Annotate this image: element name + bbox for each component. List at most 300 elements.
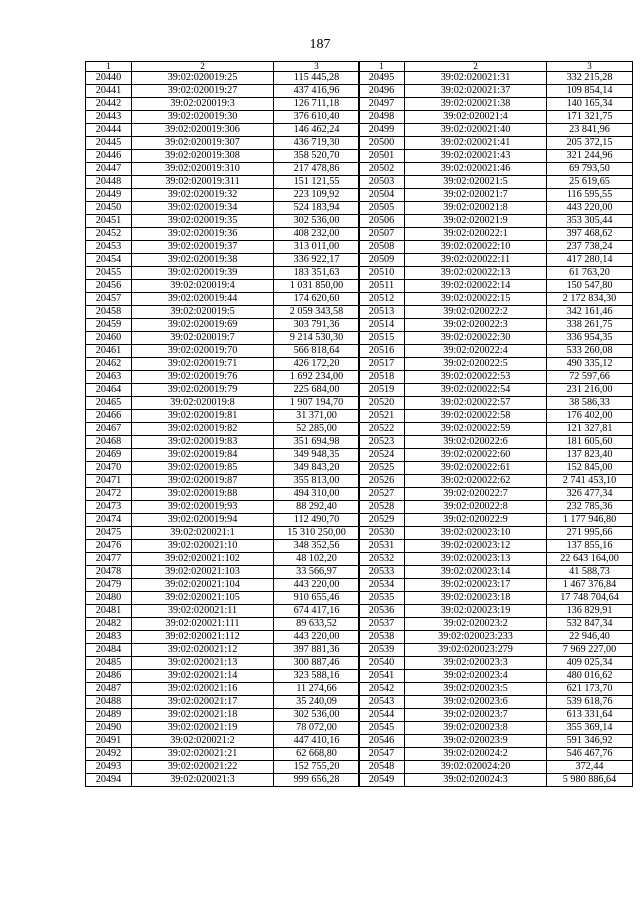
value-cell: 151 121,55 (274, 176, 360, 189)
row-number-cell: 20443 (86, 111, 132, 124)
cadastral-number-cell: 39:02:020019:8 (132, 397, 274, 410)
table-row (86, 527, 360, 540)
cadastral-number-cell: 39:02:020021:4 (405, 111, 547, 124)
value-cell: 426 172,20 (274, 358, 360, 371)
value-cell: 1 031 850,00 (274, 280, 360, 293)
row-number-cell: 20526 (359, 475, 405, 488)
row-number-cell: 20484 (86, 644, 132, 657)
row-number-cell: 20465 (86, 397, 132, 410)
row-number-cell: 20482 (86, 618, 132, 631)
row-number-cell: 20481 (86, 605, 132, 618)
value-cell: 15 310 250,00 (274, 527, 360, 540)
row-number-cell: 20460 (86, 332, 132, 345)
cadastral-number-cell: 39:02:020024:20 (405, 761, 547, 774)
row-number-cell: 20533 (359, 566, 405, 579)
table-row (359, 254, 633, 267)
value-cell: 137 855,16 (547, 540, 633, 553)
cadastral-number-cell: 39:02:020019:34 (132, 202, 274, 215)
cadastral-number-cell: 39:02:020019:70 (132, 345, 274, 358)
row-number-cell: 20527 (359, 488, 405, 501)
row-number-cell: 20524 (359, 449, 405, 462)
value-cell: 78 072,00 (274, 722, 360, 735)
table-row (86, 397, 360, 410)
table-row (359, 735, 633, 748)
cadastral-number-cell: 39:02:020019:85 (132, 462, 274, 475)
value-cell: 999 656,28 (274, 774, 360, 787)
row-number-cell: 20459 (86, 319, 132, 332)
table-row (359, 280, 633, 293)
cadastral-number-cell: 39:02:020019:4 (132, 280, 274, 293)
row-number-cell: 20492 (86, 748, 132, 761)
row-number-cell: 20476 (86, 540, 132, 553)
table-row (359, 514, 633, 527)
value-cell: 1 177 946,80 (547, 514, 633, 527)
row-number-cell: 20469 (86, 449, 132, 462)
row-number-cell: 20507 (359, 228, 405, 241)
table-row (86, 202, 360, 215)
value-cell: 910 655,46 (274, 592, 360, 605)
table-row (86, 436, 360, 449)
cadastral-number-cell: 39:02:020021:18 (132, 709, 274, 722)
row-number-cell: 20453 (86, 241, 132, 254)
table-row (86, 657, 360, 670)
header-row (359, 62, 633, 72)
cadastral-number-cell: 39:02:020019:76 (132, 371, 274, 384)
value-cell: 338 261,75 (547, 319, 633, 332)
table-row (86, 631, 360, 644)
table-row (359, 501, 633, 514)
value-cell: 62 668,80 (274, 748, 360, 761)
table-row (359, 761, 633, 774)
table-row (86, 72, 360, 85)
value-cell: 2 741 453,10 (547, 475, 633, 488)
value-cell: 232 785,36 (547, 501, 633, 514)
cadastral-number-cell: 39:02:020023:19 (405, 605, 547, 618)
cadastral-number-cell: 39:02:020021:37 (405, 85, 547, 98)
table-row (359, 228, 633, 241)
value-cell: 152 755,20 (274, 761, 360, 774)
row-number-cell: 20497 (359, 98, 405, 111)
row-number-cell: 20498 (359, 111, 405, 124)
cadastral-number-cell: 39:02:020022:6 (405, 436, 547, 449)
cadastral-number-cell: 39:02:020022:11 (405, 254, 547, 267)
value-cell: 48 102,20 (274, 553, 360, 566)
row-number-cell: 20542 (359, 683, 405, 696)
table-row (86, 228, 360, 241)
value-cell: 183 351,63 (274, 267, 360, 280)
value-cell: 336 954,35 (547, 332, 633, 345)
table-row (359, 605, 633, 618)
row-number-cell: 20510 (359, 267, 405, 280)
table-row (86, 384, 360, 397)
row-number-cell: 20509 (359, 254, 405, 267)
table-row (86, 683, 360, 696)
row-number-cell: 20447 (86, 163, 132, 176)
cadastral-number-cell: 39:02:020023:7 (405, 709, 547, 722)
value-cell: 174 620,60 (274, 293, 360, 306)
value-cell: 271 995,66 (547, 527, 633, 540)
cadastral-number-cell: 39:02:020021:40 (405, 124, 547, 137)
table-row (86, 709, 360, 722)
cadastral-number-cell: 39:02:020022:4 (405, 345, 547, 358)
value-cell: 566 818,64 (274, 345, 360, 358)
row-number-cell: 20504 (359, 189, 405, 202)
value-cell: 355 369,14 (547, 722, 633, 735)
table-row (359, 540, 633, 553)
row-number-cell: 20452 (86, 228, 132, 241)
table-row (359, 592, 633, 605)
value-cell: 524 183,94 (274, 202, 360, 215)
cadastral-number-cell: 39:02:020022:7 (405, 488, 547, 501)
cadastral-number-cell: 39:02:020021:21 (132, 748, 274, 761)
value-cell: 33 566,97 (274, 566, 360, 579)
row-number-cell: 20471 (86, 475, 132, 488)
row-number-cell: 20444 (86, 124, 132, 137)
value-cell: 443 220,00 (274, 631, 360, 644)
table-row (359, 410, 633, 423)
row-number-cell: 20445 (86, 137, 132, 150)
row-number-cell: 20468 (86, 436, 132, 449)
cadastral-number-cell: 39:02:020021:104 (132, 579, 274, 592)
row-number-cell: 20456 (86, 280, 132, 293)
cadastral-number-cell: 39:02:020019:82 (132, 423, 274, 436)
value-cell: 126 711,18 (274, 98, 360, 111)
cadastral-number-cell: 39:02:020022:61 (405, 462, 547, 475)
table-row (86, 462, 360, 475)
value-cell: 397 881,36 (274, 644, 360, 657)
table-row (359, 306, 633, 319)
table-row (86, 761, 360, 774)
row-number-cell: 20548 (359, 761, 405, 774)
row-number-cell: 20539 (359, 644, 405, 657)
row-number-cell: 20442 (86, 98, 132, 111)
table-row (359, 332, 633, 345)
row-number-cell: 20458 (86, 306, 132, 319)
cadastral-number-cell: 39:02:020023:6 (405, 696, 547, 709)
table-row (359, 345, 633, 358)
value-cell: 9 214 530,30 (274, 332, 360, 345)
value-cell: 137 823,40 (547, 449, 633, 462)
cadastral-number-cell: 39:02:020022:3 (405, 319, 547, 332)
value-cell: 38 586,33 (547, 397, 633, 410)
value-cell: 349 843,20 (274, 462, 360, 475)
table-row (359, 631, 633, 644)
table-row (359, 774, 633, 787)
data-table-right (358, 61, 633, 787)
value-cell: 7 969 227,00 (547, 644, 633, 657)
value-cell: 443 220,00 (547, 202, 633, 215)
row-number-cell: 20467 (86, 423, 132, 436)
value-cell: 494 310,00 (274, 488, 360, 501)
table-row (359, 722, 633, 735)
table-row (86, 215, 360, 228)
value-cell: 349 948,35 (274, 449, 360, 462)
cadastral-number-cell: 39:02:020019:3 (132, 98, 274, 111)
table-row (359, 202, 633, 215)
value-cell: 321 244,96 (547, 150, 633, 163)
value-cell: 591 346,92 (547, 735, 633, 748)
row-number-cell: 20457 (86, 293, 132, 306)
table-row (86, 98, 360, 111)
row-number-cell: 20478 (86, 566, 132, 579)
cadastral-number-cell: 39:02:020022:14 (405, 280, 547, 293)
cadastral-number-cell: 39:02:020022:30 (405, 332, 547, 345)
table-row (86, 423, 360, 436)
cadastral-number-cell: 39:02:020019:5 (132, 306, 274, 319)
table-row (359, 709, 633, 722)
cadastral-number-cell: 39:02:020021:7 (405, 189, 547, 202)
cadastral-number-cell: 39:02:020021:5 (405, 176, 547, 189)
table-row (359, 111, 633, 124)
cadastral-number-cell: 39:02:020021:9 (405, 215, 547, 228)
cadastral-number-cell: 39:02:020022:15 (405, 293, 547, 306)
table-row (86, 722, 360, 735)
row-number-cell: 20503 (359, 176, 405, 189)
row-number-cell: 20455 (86, 267, 132, 280)
cadastral-number-cell: 39:02:020022:62 (405, 475, 547, 488)
cadastral-number-cell: 39:02:020022:59 (405, 423, 547, 436)
table-row (359, 267, 633, 280)
cadastral-number-cell: 39:02:020019:87 (132, 475, 274, 488)
value-cell: 408 232,00 (274, 228, 360, 241)
table-row (86, 319, 360, 332)
value-cell: 1 692 234,00 (274, 371, 360, 384)
table-row (86, 774, 360, 787)
table-row (359, 670, 633, 683)
value-cell: 332 215,28 (547, 72, 633, 85)
cadastral-number-cell: 39:02:020023:8 (405, 722, 547, 735)
row-number-cell: 20449 (86, 189, 132, 202)
row-number-cell: 20472 (86, 488, 132, 501)
table-row (359, 696, 633, 709)
row-number-cell: 20441 (86, 85, 132, 98)
value-cell: 348 352,56 (274, 540, 360, 553)
value-cell: 223 109,92 (274, 189, 360, 202)
value-cell: 358 520,70 (274, 150, 360, 163)
value-cell: 176 402,00 (547, 410, 633, 423)
table-row (86, 618, 360, 631)
table-row (86, 163, 360, 176)
value-cell: 353 305,44 (547, 215, 633, 228)
table-row (359, 241, 633, 254)
value-cell: 417 280,14 (547, 254, 633, 267)
value-cell: 69 793,50 (547, 163, 633, 176)
table-row (359, 72, 633, 85)
cadastral-number-cell: 39:02:020021:13 (132, 657, 274, 670)
value-cell: 336 922,17 (274, 254, 360, 267)
table-row (359, 358, 633, 371)
row-number-cell: 20462 (86, 358, 132, 371)
table-row (86, 189, 360, 202)
cadastral-number-cell: 39:02:020019:83 (132, 436, 274, 449)
row-number-cell: 20463 (86, 371, 132, 384)
row-number-cell: 20480 (86, 592, 132, 605)
data-table-left (85, 61, 360, 787)
row-number-cell: 20477 (86, 553, 132, 566)
cadastral-number-cell: 39:02:020019:307 (132, 137, 274, 150)
cadastral-number-cell: 39:02:020019:306 (132, 124, 274, 137)
value-cell: 313 011,00 (274, 241, 360, 254)
column-header-3: 3 (274, 62, 360, 72)
row-number-cell: 20496 (359, 85, 405, 98)
value-cell: 409 025,34 (547, 657, 633, 670)
table-row (359, 293, 633, 306)
cadastral-number-cell: 39:02:020021:16 (132, 683, 274, 696)
table-row (86, 696, 360, 709)
cadastral-number-cell: 39:02:020024:3 (405, 774, 547, 787)
row-number-cell: 20495 (359, 72, 405, 85)
value-cell: 140 165,34 (547, 98, 633, 111)
table-row (359, 748, 633, 761)
cadastral-number-cell: 39:02:020019:35 (132, 215, 274, 228)
value-cell: 397 468,62 (547, 228, 633, 241)
row-number-cell: 20506 (359, 215, 405, 228)
row-number-cell: 20521 (359, 410, 405, 423)
row-number-cell: 20487 (86, 683, 132, 696)
table-row (359, 137, 633, 150)
value-cell: 217 478,86 (274, 163, 360, 176)
row-number-cell: 20540 (359, 657, 405, 670)
table-row (86, 475, 360, 488)
value-cell: 447 410,16 (274, 735, 360, 748)
row-number-cell: 20544 (359, 709, 405, 722)
cadastral-number-cell: 39:02:020021:103 (132, 566, 274, 579)
value-cell: 436 719,30 (274, 137, 360, 150)
row-number-cell: 20549 (359, 774, 405, 787)
table-row (359, 462, 633, 475)
row-number-cell: 20446 (86, 150, 132, 163)
table-row (359, 449, 633, 462)
value-cell: 11 274,66 (274, 683, 360, 696)
row-number-cell: 20475 (86, 527, 132, 540)
row-number-cell: 20502 (359, 163, 405, 176)
value-cell: 2 059 343,58 (274, 306, 360, 319)
row-number-cell: 20537 (359, 618, 405, 631)
row-number-cell: 20473 (86, 501, 132, 514)
value-cell: 5 980 886,64 (547, 774, 633, 787)
cadastral-number-cell: 39:02:020021:41 (405, 137, 547, 150)
cadastral-number-cell: 39:02:020021:105 (132, 592, 274, 605)
table-row (86, 735, 360, 748)
column-header-2: 2 (405, 62, 547, 72)
value-cell: 1 467 376,84 (547, 579, 633, 592)
cadastral-number-cell: 39:02:020019:311 (132, 176, 274, 189)
value-cell: 112 490,70 (274, 514, 360, 527)
page-number: 187 (309, 37, 331, 52)
value-cell: 326 477,34 (547, 488, 633, 501)
value-cell: 302 536,00 (274, 709, 360, 722)
cadastral-number-cell: 39:02:020021:8 (405, 202, 547, 215)
row-number-cell: 20531 (359, 540, 405, 553)
row-number-cell: 20501 (359, 150, 405, 163)
row-number-cell: 20514 (359, 319, 405, 332)
cadastral-number-cell: 39:02:020022:54 (405, 384, 547, 397)
table-row (86, 176, 360, 189)
cadastral-number-cell: 39:02:020019:71 (132, 358, 274, 371)
cadastral-number-cell: 39:02:020023:14 (405, 566, 547, 579)
value-cell: 532 847,34 (547, 618, 633, 631)
row-number-cell: 20451 (86, 215, 132, 228)
row-number-cell: 20494 (86, 774, 132, 787)
value-cell: 303 791,36 (274, 319, 360, 332)
table-row (86, 592, 360, 605)
table-row (86, 241, 360, 254)
table-row (359, 488, 633, 501)
value-cell: 490 335,12 (547, 358, 633, 371)
table-row (86, 514, 360, 527)
cadastral-number-cell: 39:02:020019:32 (132, 189, 274, 202)
table-row (86, 410, 360, 423)
cadastral-number-cell: 39:02:020021:31 (405, 72, 547, 85)
value-cell: 72 597,66 (547, 371, 633, 384)
value-cell: 237 738,24 (547, 241, 633, 254)
row-number-cell: 20448 (86, 176, 132, 189)
value-cell: 205 372,15 (547, 137, 633, 150)
value-cell: 88 292,40 (274, 501, 360, 514)
table-row (86, 111, 360, 124)
row-number-cell: 20508 (359, 241, 405, 254)
table-row (359, 527, 633, 540)
table-row (86, 306, 360, 319)
value-cell: 171 321,75 (547, 111, 633, 124)
value-cell: 231 216,00 (547, 384, 633, 397)
value-cell: 150 547,80 (547, 280, 633, 293)
row-number-cell: 20450 (86, 202, 132, 215)
table-row (359, 423, 633, 436)
cadastral-number-cell: 39:02:020019:94 (132, 514, 274, 527)
header-row (86, 62, 360, 72)
value-cell: 22 946,40 (547, 631, 633, 644)
table-row (86, 150, 360, 163)
cadastral-number-cell: 39:02:020019:81 (132, 410, 274, 423)
cadastral-number-cell: 39:02:020019:310 (132, 163, 274, 176)
table-row (86, 748, 360, 761)
table-row (359, 176, 633, 189)
row-number-cell: 20488 (86, 696, 132, 709)
table-row (359, 657, 633, 670)
value-cell: 152 845,00 (547, 462, 633, 475)
value-cell: 2 172 834,30 (547, 293, 633, 306)
cadastral-number-cell: 39:02:020023:18 (405, 592, 547, 605)
row-number-cell: 20485 (86, 657, 132, 670)
value-cell: 302 536,00 (274, 215, 360, 228)
row-number-cell: 20534 (359, 579, 405, 592)
cadastral-number-cell: 39:02:020023:17 (405, 579, 547, 592)
value-cell: 25 619,65 (547, 176, 633, 189)
cadastral-number-cell: 39:02:020023:5 (405, 683, 547, 696)
cadastral-number-cell: 39:02:020022:13 (405, 267, 547, 280)
cadastral-number-cell: 39:02:020019:30 (132, 111, 274, 124)
value-cell: 437 416,96 (274, 85, 360, 98)
row-number-cell: 20486 (86, 670, 132, 683)
table-row (359, 553, 633, 566)
cadastral-number-cell: 39:02:020022:8 (405, 501, 547, 514)
cadastral-number-cell: 39:02:020019:36 (132, 228, 274, 241)
cadastral-number-cell: 39:02:020021:46 (405, 163, 547, 176)
row-number-cell: 20489 (86, 709, 132, 722)
row-number-cell: 20499 (359, 124, 405, 137)
table-row (359, 85, 633, 98)
row-number-cell: 20528 (359, 501, 405, 514)
table-row (86, 280, 360, 293)
row-number-cell: 20461 (86, 345, 132, 358)
row-number-cell: 20505 (359, 202, 405, 215)
table-row (359, 644, 633, 657)
cadastral-number-cell: 39:02:020019:25 (132, 72, 274, 85)
table-row (86, 566, 360, 579)
table-row (86, 449, 360, 462)
table-row (359, 371, 633, 384)
